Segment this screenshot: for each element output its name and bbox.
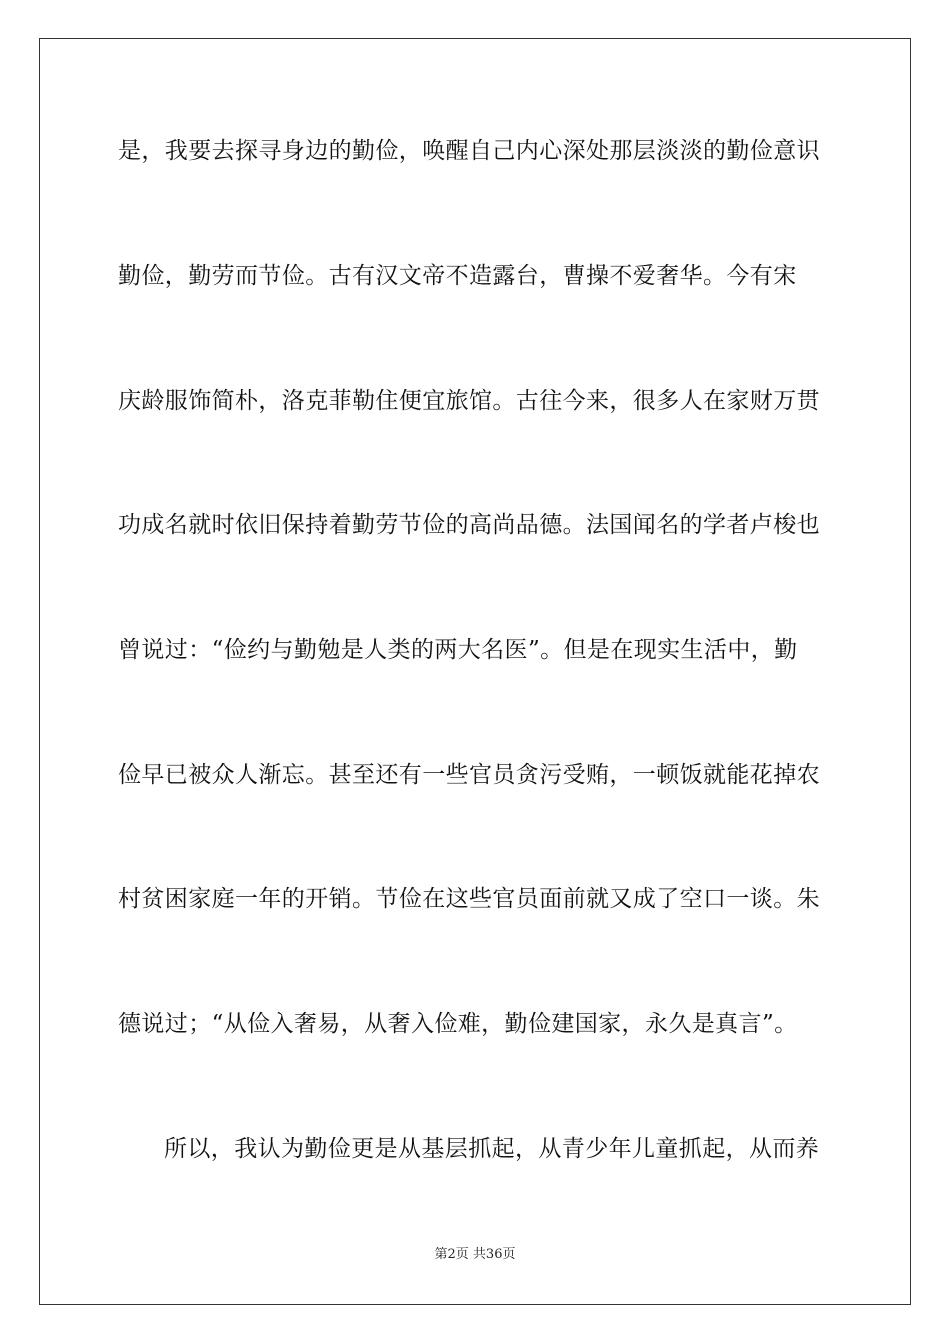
body-line-7: 村贫困家庭一年的开销。节俭在这些官员面前就又成了空口一谈。朱: [118, 886, 820, 912]
body-line-6: 俭早已被众人渐忘。甚至还有一些官员贪污受贿，一顿饭就能花掉农: [118, 762, 820, 788]
body-line-9: 所以，我认为勤俭更是从基层抓起，从青少年儿童抓起，从而养: [164, 1136, 820, 1162]
body-line-4: 功成名就时依旧保持着勤劳节俭的高尚品德。法国闻名的学者卢梭也: [118, 512, 820, 538]
page-border: [39, 38, 911, 1305]
body-line-5: 曾说过：“俭约与勤勉是人类的两大名医”。但是在现实生活中，勤: [118, 637, 798, 663]
body-line-1: 是，我要去探寻身边的勤俭，唤醒自己内心深处那层淡淡的勤俭意识: [118, 138, 820, 164]
body-line-8: 德说过；“从俭入奢易，从奢入俭难，勤俭建国家，永久是真言”。: [118, 1011, 798, 1037]
page-number-footer: 第2页 共36页: [434, 1247, 516, 1262]
body-line-3: 庆龄服饰简朴，洛克菲勒住便宜旅馆。古往今来，很多人在家财万贯: [118, 388, 820, 414]
body-line-2: 勤俭，勤劳而节俭。古有汉文帝不造露台，曹操不爱奢华。今有宋: [118, 263, 797, 289]
